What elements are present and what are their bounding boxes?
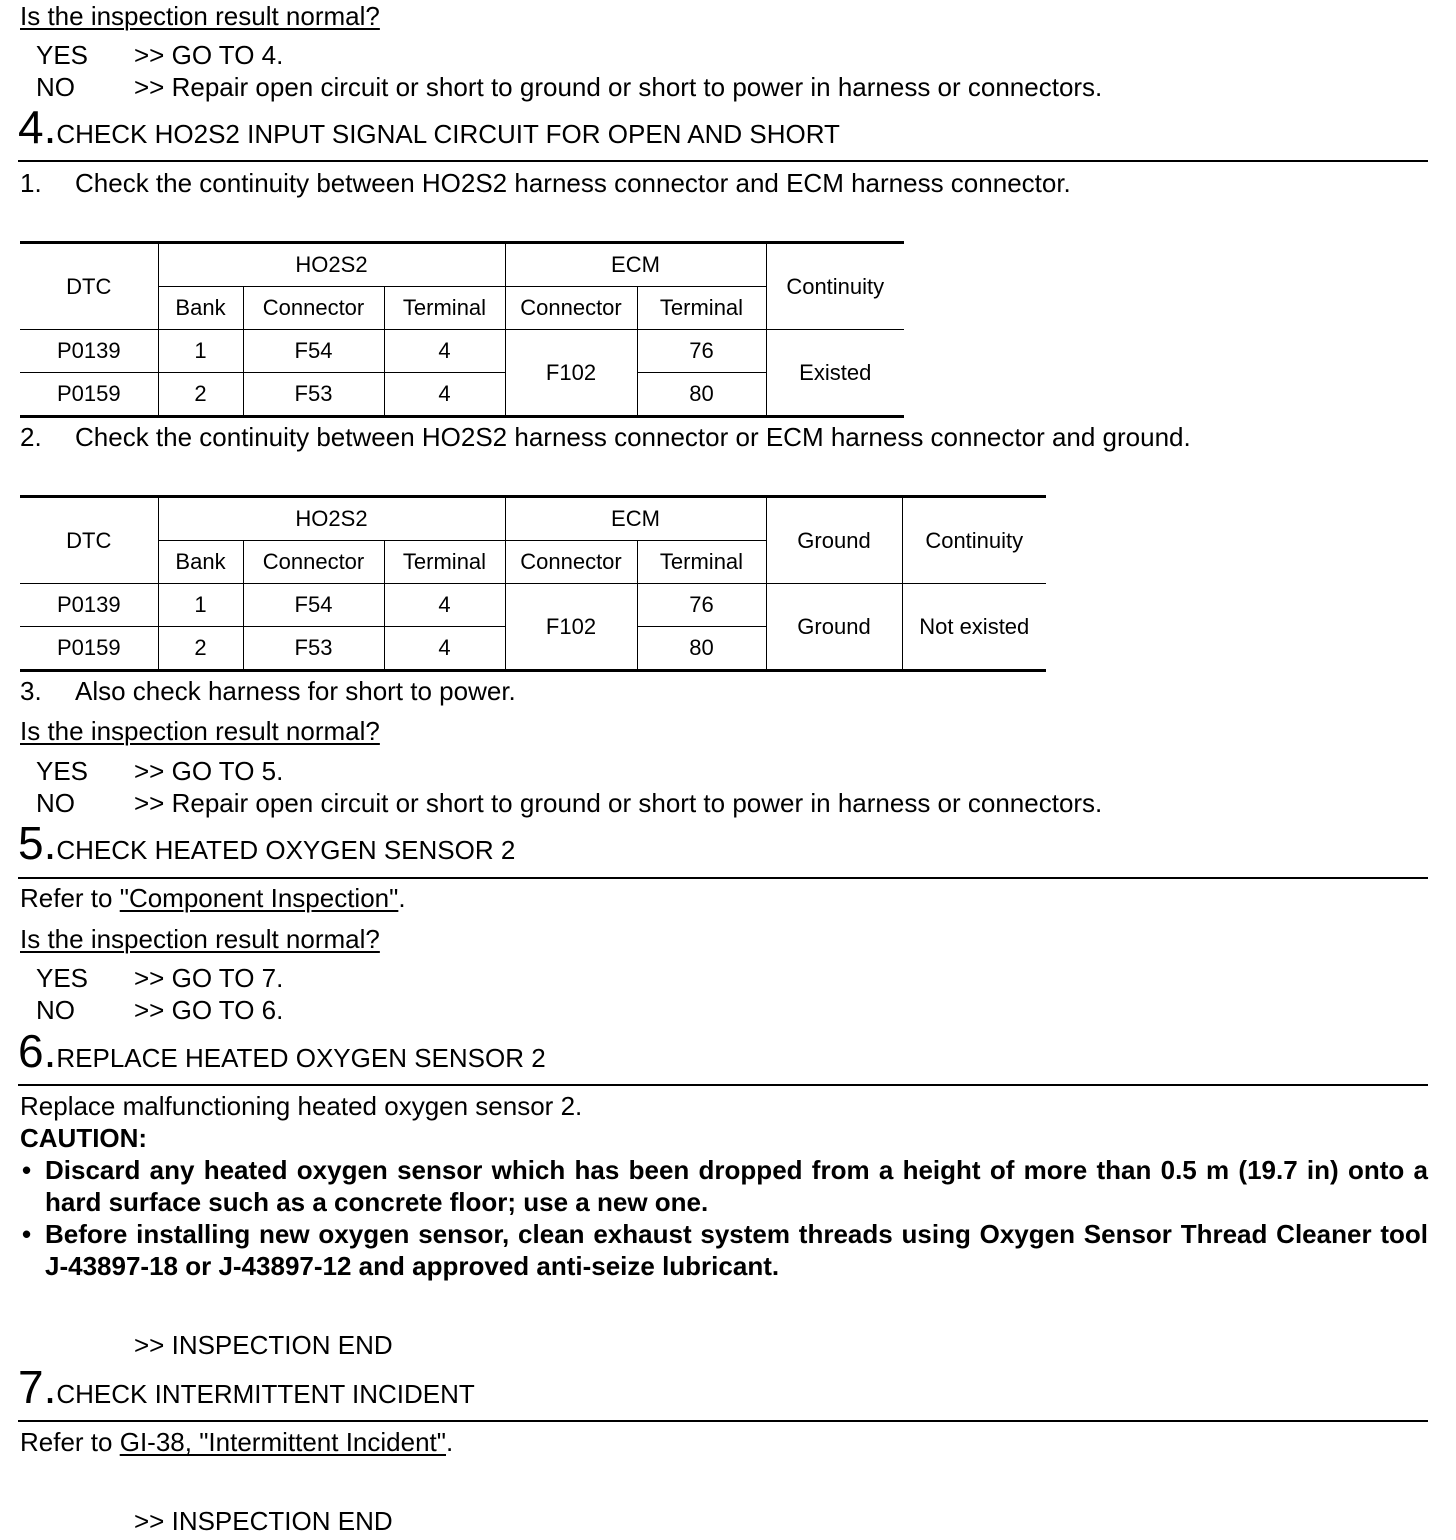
refer-prefix: Refer to xyxy=(20,883,120,913)
yes-action: >> GO TO 4. xyxy=(134,40,284,70)
inspection-question: Is the inspection result normal? xyxy=(20,924,380,954)
continuity-table xyxy=(20,241,904,418)
step-divider xyxy=(18,877,1428,879)
inspection-question: Is the inspection result normal? xyxy=(20,716,380,746)
cell-ecm-connector: F102 xyxy=(505,584,637,671)
step-number: 4. xyxy=(18,101,57,153)
step-5-heading xyxy=(18,817,516,869)
step-divider xyxy=(18,1084,1428,1086)
no-label: NO xyxy=(36,72,75,102)
header-bank: Bank xyxy=(158,541,243,584)
refer-suffix: . xyxy=(398,883,406,913)
step-4-heading xyxy=(18,101,840,153)
step-number: 7. xyxy=(18,1361,57,1413)
step-item-number: 1. xyxy=(20,168,42,198)
bullet-icon: • xyxy=(22,1219,32,1249)
yes-action: >> GO TO 5. xyxy=(134,756,284,786)
inspection-end: >> INSPECTION END xyxy=(134,1330,393,1360)
cell-ecm-terminal: 80 xyxy=(637,373,766,417)
cell-terminal: 4 xyxy=(384,584,505,627)
no-label: NO xyxy=(36,788,75,818)
cell-connector: F54 xyxy=(243,330,384,373)
header-dtc: DTC xyxy=(20,243,158,330)
cell-terminal: 4 xyxy=(384,330,505,373)
refer-prefix: Refer to xyxy=(20,1427,120,1457)
header-terminal: Terminal xyxy=(384,541,505,584)
header-ecm-connector: Connector xyxy=(505,287,637,330)
component-inspection-link[interactable]: "Component Inspection" xyxy=(119,883,399,913)
step-number: 5. xyxy=(18,817,57,869)
cell-ecm-terminal: 76 xyxy=(637,584,766,627)
cell-ecm-terminal: 80 xyxy=(637,627,766,671)
step-item-text: Check the continuity between HO2S2 harness connector and ECM harness connector. xyxy=(75,168,1071,198)
cell-continuity: Not existed xyxy=(902,584,1046,671)
cell-connector: F54 xyxy=(243,584,384,627)
header-terminal: Terminal xyxy=(384,287,505,330)
header-connector: Connector xyxy=(243,541,384,584)
no-label: NO xyxy=(36,995,75,1025)
no-action: >> GO TO 6. xyxy=(134,995,284,1025)
yes-label: YES xyxy=(36,40,89,70)
cell-bank: 1 xyxy=(158,330,243,373)
yes-action: >> GO TO 7. xyxy=(134,963,284,993)
refer-text xyxy=(20,885,406,911)
step-number: 6. xyxy=(18,1025,57,1077)
cell-terminal: 4 xyxy=(384,373,505,417)
header-ground: Ground xyxy=(766,497,902,584)
table-row xyxy=(20,330,904,373)
refer-suffix: . xyxy=(446,1427,454,1457)
cell-connector: F53 xyxy=(243,373,384,417)
step-item-text: Also check harness for short to power. xyxy=(75,676,516,706)
header-ecm: ECM xyxy=(505,243,766,287)
cell-terminal: 4 xyxy=(384,627,505,671)
intermittent-incident-link[interactable]: GI-38, "Intermittent Incident" xyxy=(119,1427,446,1457)
step-title: CHECK HEATED OXYGEN SENSOR 2 xyxy=(56,835,516,865)
cell-dtc: P0159 xyxy=(20,627,158,671)
cell-connector: F53 xyxy=(243,627,384,671)
cell-dtc: P0139 xyxy=(20,584,158,627)
step-title: CHECK INTERMITTENT INCIDENT xyxy=(56,1379,475,1409)
header-ho2s2: HO2S2 xyxy=(158,497,505,541)
yes-label: YES xyxy=(36,963,89,993)
cell-bank: 2 xyxy=(158,373,243,417)
bullet-icon: • xyxy=(22,1155,32,1185)
inspection-question: Is the inspection result normal? xyxy=(20,1,380,31)
header-ecm-connector: Connector xyxy=(505,541,637,584)
header-dtc: DTC xyxy=(20,497,158,584)
cell-ground: Ground xyxy=(766,584,902,671)
header-ecm-terminal: Terminal xyxy=(637,541,766,584)
header-continuity: Continuity xyxy=(766,243,904,330)
inspection-end: >> INSPECTION END xyxy=(134,1506,393,1536)
no-action: >> Repair open circuit or short to ground or short to power in harness or connectors. xyxy=(134,72,1103,102)
refer-text xyxy=(20,1429,453,1455)
table-row xyxy=(20,584,1046,627)
step-divider xyxy=(18,160,1428,162)
caution-bullet xyxy=(22,1154,1428,1218)
step-item-text: Check the continuity between HO2S2 harness connector or ECM harness connector and ground. xyxy=(75,422,1191,452)
header-bank: Bank xyxy=(158,287,243,330)
header-continuity: Continuity xyxy=(902,497,1046,584)
step-title: REPLACE HEATED OXYGEN SENSOR 2 xyxy=(56,1043,546,1073)
header-ho2s2: HO2S2 xyxy=(158,243,505,287)
step-item-number: 3. xyxy=(20,676,42,706)
caution-bullet xyxy=(22,1218,1428,1282)
caution-bullet-text: Discard any heated oxygen sensor which has been dropped from a height of more than 0.5 m (19.7 in) onto a hard surface such as a concrete floor; use a new one. xyxy=(45,1155,1428,1217)
cell-bank: 1 xyxy=(158,584,243,627)
cell-bank: 2 xyxy=(158,627,243,671)
step-body-text: Replace malfunctioning heated oxygen sensor 2. xyxy=(20,1091,583,1121)
cell-dtc: P0159 xyxy=(20,373,158,417)
header-ecm-terminal: Terminal xyxy=(637,287,766,330)
step-7-heading xyxy=(18,1361,475,1413)
no-action: >> Repair open circuit or short to ground or short to power in harness or connectors. xyxy=(134,788,1103,818)
step-title: CHECK HO2S2 INPUT SIGNAL CIRCUIT FOR OPEN AND SHORT xyxy=(56,119,840,149)
step-divider xyxy=(18,1420,1428,1422)
yes-label: YES xyxy=(36,756,89,786)
header-ecm: ECM xyxy=(505,497,766,541)
cell-dtc: P0139 xyxy=(20,330,158,373)
step-item-number: 2. xyxy=(20,422,42,452)
step-6-heading xyxy=(18,1025,546,1077)
cell-continuity: Existed xyxy=(766,330,904,417)
caution-bullet-text: Before installing new oxygen sensor, clean exhaust system threads using Oxygen Sensor Thread Cleaner tool J-43897-18 or J-43897-12 and approved anti-seize lubricant. xyxy=(45,1219,1428,1281)
header-connector: Connector xyxy=(243,287,384,330)
caution-label: CAUTION: xyxy=(20,1123,148,1153)
cell-ecm-connector: F102 xyxy=(505,330,637,417)
ground-continuity-table xyxy=(20,495,1046,672)
cell-ecm-terminal: 76 xyxy=(637,330,766,373)
